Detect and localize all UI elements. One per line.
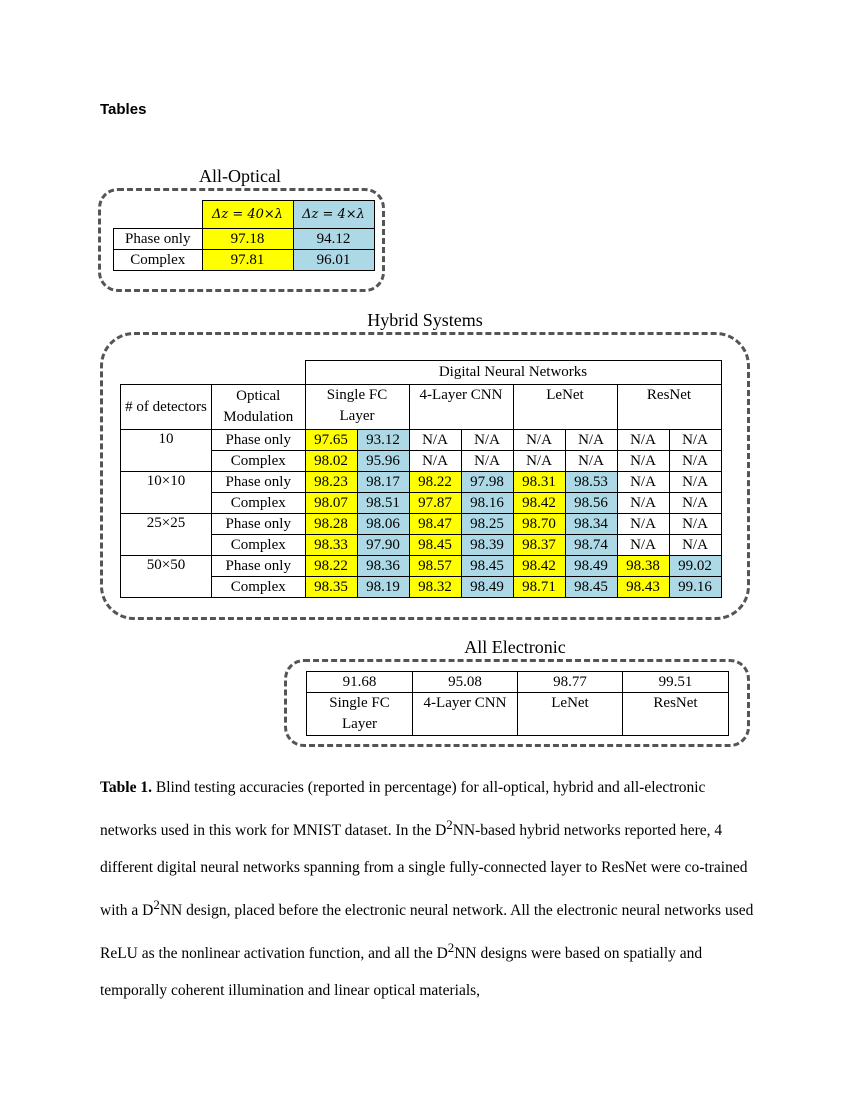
accuracy-cell: N/A — [669, 472, 721, 493]
accuracy-cell: 98.07 — [305, 493, 357, 514]
modulation-cell: Complex — [212, 577, 306, 598]
table-row — [121, 451, 722, 472]
caption-text: NN designs were based on spatially and temporally coherent illumination and linear optical materials, — [100, 945, 703, 1000]
caption-text: NN-based hybrid networks reported here, 4 different digital neural networks spanning from a single fully-connected layer to ResNet were co-trained with a D — [100, 822, 748, 920]
network-header: 4-Layer CNN — [409, 385, 513, 430]
all-optical-title: All-Optical — [199, 166, 281, 186]
accuracy-cell: 98.42 — [513, 493, 565, 514]
accuracy-cell: 98.43 — [617, 577, 669, 598]
accuracy-cell: N/A — [617, 472, 669, 493]
accuracy-cell: N/A — [513, 430, 565, 451]
ao-header-40: Δz = 40×λ — [202, 201, 293, 229]
accuracy-cell: N/A — [669, 493, 721, 514]
ae-label: ResNet — [623, 693, 729, 736]
accuracy-cell: 98.45 — [565, 577, 617, 598]
accuracy-cell: 98.70 — [513, 514, 565, 535]
accuracy-cell: N/A — [617, 493, 669, 514]
table-row — [121, 514, 722, 535]
ao-row-label: Complex — [114, 250, 203, 271]
ae-label: 4-Layer CNN — [413, 693, 518, 736]
accuracy-cell: N/A — [617, 451, 669, 472]
all-electronic-title: All Electronic — [464, 637, 566, 657]
accuracy-cell: 98.45 — [461, 556, 513, 577]
table-caption — [100, 769, 760, 1009]
modulation-cell: Phase only — [212, 430, 306, 451]
detectors-cell: 10 — [121, 430, 212, 472]
detectors-cell: 25×25 — [121, 514, 212, 556]
modulation-cell: Phase only — [212, 514, 306, 535]
table-row — [121, 430, 722, 451]
ao-cell: 97.18 — [202, 229, 293, 250]
detectors-cell: 50×50 — [121, 556, 212, 598]
accuracy-cell: 98.53 — [565, 472, 617, 493]
ae-value: 95.08 — [413, 672, 518, 693]
table-row — [121, 472, 722, 493]
accuracy-cell: 97.65 — [305, 430, 357, 451]
ae-value: 91.68 — [307, 672, 413, 693]
accuracy-cell: 98.28 — [305, 514, 357, 535]
accuracy-cell: 98.32 — [409, 577, 461, 598]
caption-sup: 2 — [446, 817, 453, 832]
accuracy-cell: N/A — [669, 430, 721, 451]
accuracy-cell: N/A — [409, 430, 461, 451]
ao-cell: 96.01 — [293, 250, 374, 271]
accuracy-cell: 98.38 — [617, 556, 669, 577]
accuracy-cell: 98.35 — [305, 577, 357, 598]
accuracy-cell: 98.16 — [461, 493, 513, 514]
modulation-cell: Complex — [212, 535, 306, 556]
accuracy-cell: 98.37 — [513, 535, 565, 556]
ae-label: Single FC Layer — [307, 693, 413, 736]
network-header: ResNet — [617, 385, 721, 430]
accuracy-cell: 98.74 — [565, 535, 617, 556]
accuracy-cell: 98.45 — [409, 535, 461, 556]
accuracy-cell: 98.47 — [409, 514, 461, 535]
ae-label: LeNet — [518, 693, 623, 736]
accuracy-cell: 98.22 — [305, 556, 357, 577]
accuracy-cell: N/A — [565, 451, 617, 472]
col-modulation: Optical Modulation — [212, 385, 306, 430]
accuracy-cell: N/A — [461, 451, 513, 472]
ao-cell: 97.81 — [202, 250, 293, 271]
accuracy-cell: 98.42 — [513, 556, 565, 577]
accuracy-cell: 99.16 — [669, 577, 721, 598]
accuracy-cell: 97.98 — [461, 472, 513, 493]
all-electronic-table — [306, 671, 729, 736]
accuracy-cell: 95.96 — [357, 451, 409, 472]
caption-text: NN design, placed before the electronic neural network. All the electronic neural networks used ReLU as the nonlinear activation function, and all the D — [100, 902, 754, 963]
accuracy-cell: N/A — [461, 430, 513, 451]
accuracy-cell: 98.33 — [305, 535, 357, 556]
accuracy-cell: 98.23 — [305, 472, 357, 493]
table-row — [121, 577, 722, 598]
detectors-cell: 10×10 — [121, 472, 212, 514]
hybrid-table — [120, 360, 722, 598]
accuracy-cell: 98.49 — [461, 577, 513, 598]
caption-sup: 2 — [153, 897, 160, 913]
table-row — [114, 229, 375, 250]
accuracy-cell: 98.36 — [357, 556, 409, 577]
table-row — [307, 693, 729, 736]
group-header: Digital Neural Networks — [305, 361, 721, 385]
accuracy-cell: 98.51 — [357, 493, 409, 514]
accuracy-cell: 98.25 — [461, 514, 513, 535]
accuracy-cell: 98.57 — [409, 556, 461, 577]
accuracy-cell: N/A — [617, 430, 669, 451]
modulation-cell: Complex — [212, 451, 306, 472]
caption-sup: 2 — [447, 940, 455, 956]
accuracy-cell: N/A — [617, 514, 669, 535]
ae-value: 98.77 — [518, 672, 623, 693]
accuracy-cell: N/A — [669, 535, 721, 556]
modulation-cell: Phase only — [212, 556, 306, 577]
accuracy-cell: 99.02 — [669, 556, 721, 577]
table-row — [121, 535, 722, 556]
accuracy-cell: N/A — [565, 430, 617, 451]
accuracy-cell: 98.39 — [461, 535, 513, 556]
accuracy-cell: N/A — [513, 451, 565, 472]
network-header: Single FC Layer — [305, 385, 409, 430]
modulation-cell: Phase only — [212, 472, 306, 493]
accuracy-cell: 98.02 — [305, 451, 357, 472]
accuracy-cell: 98.22 — [409, 472, 461, 493]
accuracy-cell: 98.19 — [357, 577, 409, 598]
caption-label: Table 1. — [100, 779, 152, 796]
table-row — [114, 250, 375, 271]
section-heading: Tables — [100, 101, 147, 118]
accuracy-cell: N/A — [409, 451, 461, 472]
network-header: LeNet — [513, 385, 617, 430]
accuracy-cell: 98.49 — [565, 556, 617, 577]
accuracy-cell: 98.71 — [513, 577, 565, 598]
ao-row-label: Phase only — [114, 229, 203, 250]
accuracy-cell: 98.34 — [565, 514, 617, 535]
caption-text: Blind testing accuracies (reported in percentage) for all-optical, hybrid and all-electronic networks used in this work for MNIST dataset. In the D — [100, 779, 706, 840]
accuracy-cell: 98.17 — [357, 472, 409, 493]
accuracy-cell: N/A — [617, 535, 669, 556]
accuracy-cell: 93.12 — [357, 430, 409, 451]
ae-value: 99.51 — [623, 672, 729, 693]
table-row — [121, 493, 722, 514]
accuracy-cell: 97.87 — [409, 493, 461, 514]
accuracy-cell: N/A — [669, 451, 721, 472]
modulation-cell: Complex — [212, 493, 306, 514]
col-detectors: # of detectors — [121, 385, 212, 430]
accuracy-cell: 98.31 — [513, 472, 565, 493]
accuracy-cell: 98.06 — [357, 514, 409, 535]
hybrid-title: Hybrid Systems — [367, 310, 483, 330]
table-row — [121, 556, 722, 577]
ao-cell: 94.12 — [293, 229, 374, 250]
accuracy-cell: 98.56 — [565, 493, 617, 514]
ao-header-4: Δz = 4×λ — [293, 201, 374, 229]
accuracy-cell: 97.90 — [357, 535, 409, 556]
accuracy-cell: N/A — [669, 514, 721, 535]
all-optical-table — [113, 200, 375, 271]
table-row — [307, 672, 729, 693]
